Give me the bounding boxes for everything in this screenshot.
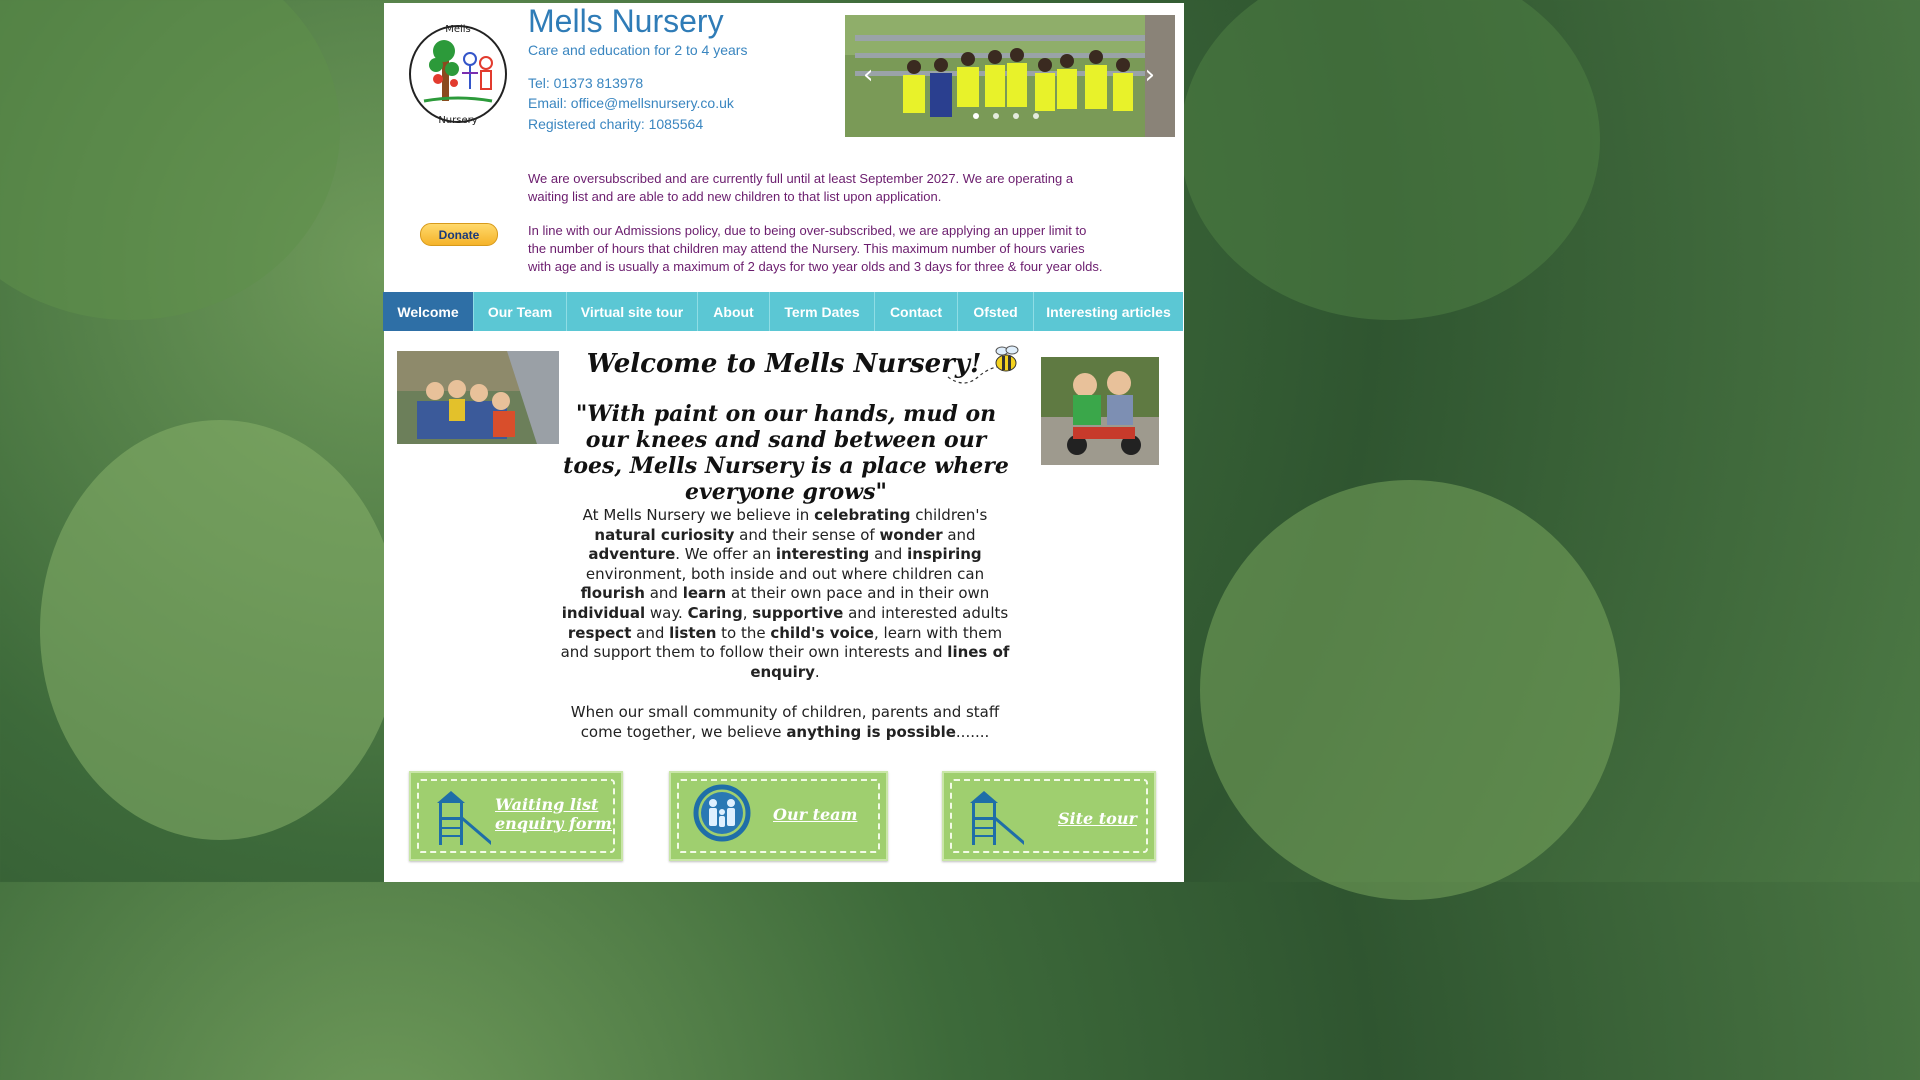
slide-dot[interactable] bbox=[993, 113, 999, 119]
text-segment: flourish bbox=[580, 584, 645, 603]
email-line bbox=[528, 95, 734, 111]
text-segment: individual bbox=[561, 603, 646, 622]
text-segment: celebrating bbox=[814, 506, 911, 524]
text-segment: . bbox=[814, 662, 820, 681]
text-segment: When our small community of children, parents and staff come together, we believe bbox=[570, 703, 1000, 741]
slide-dot[interactable] bbox=[973, 113, 979, 119]
admissions-notice: In line with our Admissions policy, due to being over-subscribed, we are applying an upper limit to the number of hours that children may attend the Nursery. This maximum number of hours varies with age and is usually a maximum of 2 days for two year olds and 3 days for three & four year olds. bbox=[528, 223, 1103, 274]
text-segment: At Mells Nursery we believe in bbox=[582, 506, 815, 524]
text-segment: adventure bbox=[588, 545, 676, 564]
background-foliage bbox=[1180, 0, 1600, 320]
playground-slide-icon bbox=[962, 789, 1028, 847]
bee-icon bbox=[944, 341, 1024, 391]
nav-item-ofsted[interactable]: Ofsted bbox=[958, 292, 1034, 331]
waiting-list-line1: Waiting list bbox=[495, 795, 599, 814]
text-segment: anything is possible bbox=[786, 722, 956, 741]
family-icon bbox=[693, 784, 751, 842]
nav-item-about[interactable]: About bbox=[698, 292, 770, 331]
email-link[interactable]: office@mellsnursery.co.uk bbox=[570, 95, 734, 111]
logo-text-top: Mells bbox=[445, 24, 471, 35]
our-team-label: Our team bbox=[773, 805, 858, 824]
oversubscribed-notice: We are oversubscribed and are currently full until at least September 2027. We are operating a waiting list and are able to add new children to that list upon application. bbox=[528, 171, 1074, 204]
site-tour-button[interactable] bbox=[942, 771, 1156, 861]
text-segment: and interested adults bbox=[843, 603, 1009, 622]
text-segment: environment, both inside and out where children can bbox=[585, 564, 985, 583]
community-paragraph bbox=[560, 703, 1010, 742]
text-segment: and their sense of bbox=[734, 525, 880, 544]
nav-item-our-team[interactable]: Our Team bbox=[474, 292, 567, 331]
text-segment: child's voice bbox=[770, 623, 874, 642]
text-segment: , learn with them and support them to follow their own interests and bbox=[560, 623, 1003, 662]
nav-item-virtual-site-tour[interactable]: Virtual site tour bbox=[567, 292, 698, 331]
background-foliage bbox=[40, 420, 400, 840]
intro-paragraph bbox=[560, 506, 1010, 682]
nursery-quote: "With paint on our hands, mud on our knees and sand between our toes, Mells Nursery is a place where everyone grows" bbox=[563, 401, 1009, 505]
slideshow-dots bbox=[973, 113, 1039, 119]
text-segment: , bbox=[742, 603, 753, 622]
text-segment: at their own pace and in their own bbox=[726, 584, 990, 603]
playground-slide-icon bbox=[429, 789, 495, 847]
text-segment: learn bbox=[682, 584, 727, 603]
text-segment: and bbox=[644, 584, 683, 603]
nursery-logo[interactable] bbox=[406, 19, 510, 129]
text-segment: supportive bbox=[752, 603, 844, 622]
text-segment: wonder bbox=[879, 525, 943, 544]
slide-dot[interactable] bbox=[1033, 113, 1039, 119]
email-prefix: Email: bbox=[528, 95, 571, 111]
text-segment: . We offer an bbox=[675, 545, 776, 564]
text-segment: respect bbox=[567, 623, 632, 642]
text-segment: and bbox=[869, 545, 908, 564]
text-segment: children's bbox=[910, 506, 988, 524]
chevron-left-icon[interactable]: ‹ bbox=[863, 60, 874, 90]
site-tour-label: Site tour bbox=[1058, 809, 1137, 828]
nav-item-welcome[interactable]: Welcome bbox=[383, 292, 474, 331]
site-tagline: Care and education for 2 to 4 years bbox=[528, 42, 748, 58]
nav-item-contact[interactable]: Contact bbox=[875, 292, 958, 331]
slide-dot[interactable] bbox=[1013, 113, 1019, 119]
children-reading-photo bbox=[397, 351, 559, 444]
waiting-list-line2: enquiry form bbox=[495, 814, 612, 833]
main-navigation bbox=[383, 292, 1183, 331]
nav-item-interesting-articles[interactable]: Interesting articles bbox=[1046, 303, 1171, 320]
background-foliage bbox=[1200, 480, 1620, 900]
waiting-list-label bbox=[495, 795, 612, 833]
text-segment: Caring bbox=[687, 603, 743, 622]
background-foliage bbox=[0, 0, 340, 320]
text-segment: listen bbox=[669, 623, 717, 642]
text-segment: interesting bbox=[775, 545, 870, 564]
phone-number: Tel: 01373 813978 bbox=[528, 75, 644, 91]
text-segment: natural curiosity bbox=[594, 525, 735, 544]
donate-button[interactable]: Donate bbox=[420, 223, 498, 246]
children-on-bike-photo bbox=[1041, 357, 1159, 465]
our-team-button[interactable] bbox=[669, 771, 888, 861]
text-segment: and bbox=[942, 525, 976, 544]
text-segment: and bbox=[631, 623, 670, 642]
charity-number: Registered charity: 1085564 bbox=[528, 116, 704, 132]
waiting-list-button[interactable] bbox=[409, 771, 623, 861]
text-segment: ....... bbox=[955, 722, 990, 741]
welcome-heading: Welcome to Mells Nursery! bbox=[586, 349, 982, 379]
nav-item-term-dates[interactable]: Term Dates bbox=[770, 292, 875, 331]
site-title: Mells Nursery bbox=[528, 3, 724, 39]
logo-text-bottom: Nursery bbox=[438, 115, 478, 126]
text-segment: inspiring bbox=[907, 545, 982, 564]
page-container bbox=[384, 3, 1184, 882]
text-segment: to the bbox=[716, 623, 771, 642]
photo-slideshow[interactable] bbox=[845, 15, 1175, 137]
text-segment: lines of enquiry bbox=[750, 643, 1010, 681]
text-segment: way. bbox=[645, 603, 688, 622]
chevron-right-icon[interactable]: › bbox=[1144, 60, 1155, 90]
